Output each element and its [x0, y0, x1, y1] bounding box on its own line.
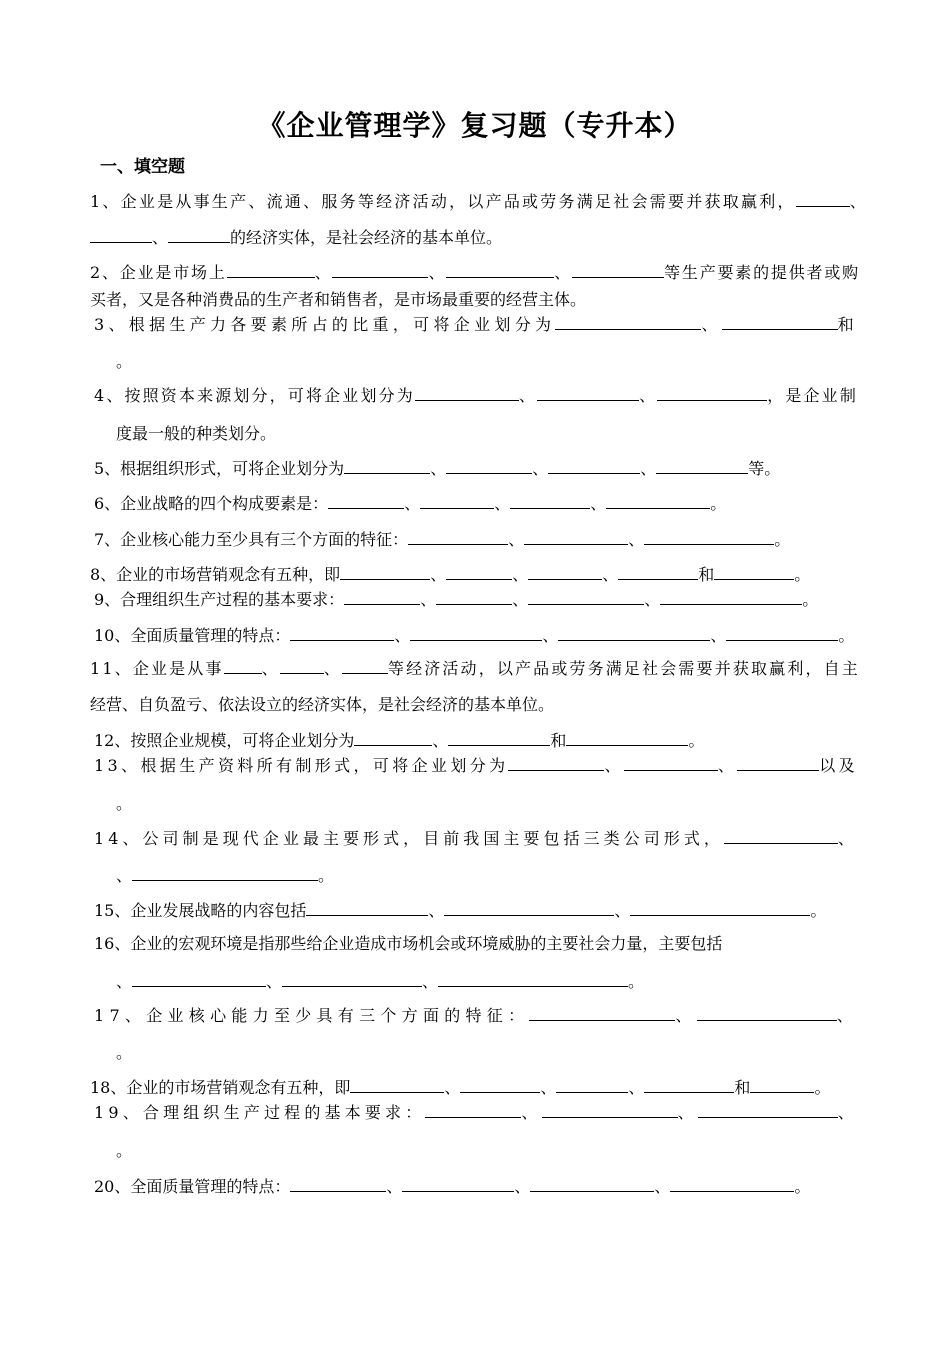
question-text: 16、企业的宏观环境是指那些给企业造成市场机会或环境威胁的主要社会力量，主要包括	[94, 934, 723, 953]
answer-blank[interactable]	[446, 459, 532, 474]
question-line	[90, 565, 810, 585]
question-line	[116, 1141, 132, 1161]
answer-blank[interactable]	[402, 1177, 514, 1192]
question-text: 8、企业的市场营销观念有五种，即	[90, 565, 341, 584]
question-text: 以及	[819, 756, 858, 775]
question-text: 、	[508, 530, 525, 549]
question-text: 18、企业的市场营销观念有五种，即	[90, 1078, 351, 1097]
question-line	[94, 626, 854, 646]
answer-blank[interactable]	[227, 263, 315, 278]
question-text: 、	[614, 901, 631, 920]
answer-blank[interactable]	[726, 626, 838, 641]
question-text: 、	[314, 263, 333, 282]
answer-blank[interactable]	[750, 1078, 814, 1093]
question-text: 、	[701, 315, 722, 334]
answer-blank[interactable]	[354, 731, 432, 746]
question-text: 、	[532, 459, 549, 478]
question-line	[94, 530, 790, 550]
answer-blank[interactable]	[657, 386, 767, 401]
question-text: 、	[428, 263, 447, 282]
question-text: 、	[836, 1006, 858, 1025]
question-text: 、	[604, 756, 624, 775]
answer-blank[interactable]	[529, 1006, 675, 1021]
question-text: 20、全面质量管理的特点：	[94, 1177, 291, 1196]
answer-blank[interactable]	[556, 1078, 628, 1093]
question-text: 、	[644, 590, 661, 609]
question-text: 等经济活动，以产品或劳务满足社会需要并获取赢利，自主	[387, 659, 860, 678]
answer-blank[interactable]	[444, 901, 614, 916]
question-line	[116, 972, 644, 992]
question-text: 和	[698, 565, 715, 584]
question-text: ，是企业制	[767, 386, 858, 405]
answer-blank[interactable]	[618, 565, 698, 580]
answer-blank[interactable]	[606, 494, 710, 509]
question-line	[94, 494, 726, 514]
question-text: 9、合理组织生产过程的基本要求：	[94, 590, 345, 609]
answer-blank[interactable]	[425, 1103, 521, 1118]
answer-blank[interactable]	[350, 1078, 444, 1093]
question-text: 、	[628, 530, 645, 549]
question-line	[90, 659, 860, 679]
question-text: 1、企业是从事生产、流通、服务等经济活动，以产品或劳务满足社会需要并获取赢利，	[90, 192, 796, 211]
question-line	[90, 1078, 830, 1098]
question-text: 、	[512, 590, 529, 609]
question-text: 、	[394, 626, 411, 645]
question-text: 、	[639, 386, 658, 405]
answer-blank[interactable]	[558, 626, 710, 641]
question-text: 、	[428, 901, 445, 920]
answer-blank[interactable]	[660, 590, 802, 605]
answer-blank[interactable]	[415, 386, 519, 401]
question-text: 、	[849, 192, 868, 211]
answer-blank[interactable]	[168, 228, 230, 243]
question-text: 、	[542, 626, 559, 645]
answer-blank[interactable]	[306, 901, 428, 916]
question-text: 、	[430, 565, 447, 584]
question-text: 、	[323, 659, 342, 678]
question-text: 、	[837, 1103, 858, 1122]
answer-blank[interactable]	[698, 1103, 838, 1118]
question-text: 、	[640, 459, 657, 478]
answer-blank[interactable]	[328, 494, 404, 509]
question-text: 。	[710, 494, 727, 513]
question-text: 10、全面质量管理的特点：	[94, 626, 291, 645]
question-text: 。	[628, 972, 645, 991]
question-text: 等。	[748, 459, 781, 478]
question-line	[94, 1006, 858, 1026]
question-text: 、	[266, 972, 283, 991]
question-text: 。	[116, 794, 133, 813]
question-text: 。	[814, 1078, 831, 1097]
answer-blank[interactable]	[332, 263, 428, 278]
question-text: 、	[116, 972, 133, 991]
question-text: 。	[318, 866, 335, 885]
question-text: 和	[734, 1078, 751, 1097]
question-line	[116, 794, 132, 814]
answer-blank[interactable]	[796, 192, 850, 207]
question-text: 、	[628, 1078, 645, 1097]
question-text: 、	[116, 866, 133, 885]
question-text: 。	[794, 1177, 811, 1196]
question-text: 13、根据生产资料所有制形式，可将企业划分为	[94, 756, 509, 775]
question-text: 7、企业核心能力至少具有三个方面的特征：	[94, 530, 409, 549]
answer-blank[interactable]	[714, 565, 794, 580]
question-text: 、	[512, 565, 529, 584]
answer-blank[interactable]	[290, 626, 394, 641]
question-text: 。	[802, 590, 819, 609]
answer-blank[interactable]	[524, 530, 628, 545]
question-text: 17、企业核心能力至少具有三个方面的特征：	[94, 1006, 530, 1025]
question-text: 。	[116, 1043, 133, 1062]
answer-blank[interactable]	[724, 829, 838, 844]
question-line	[90, 263, 860, 283]
question-text: 买者，又是各种消费品的生产者和销售者，是市场最重要的经营主体。	[90, 290, 587, 309]
answer-blank[interactable]	[548, 459, 640, 474]
answer-blank[interactable]	[572, 263, 664, 278]
question-text: 、	[386, 1177, 403, 1196]
question-text: 和	[550, 731, 567, 750]
question-text: 。	[794, 565, 811, 584]
question-line	[94, 590, 818, 610]
answer-blank[interactable]	[438, 972, 628, 987]
question-text: 、	[521, 1103, 542, 1122]
question-text: 。	[116, 1141, 133, 1160]
answer-blank[interactable]	[446, 565, 512, 580]
answer-blank[interactable]	[530, 1177, 654, 1192]
question-line	[94, 756, 858, 776]
answer-blank[interactable]	[722, 315, 838, 330]
question-text: 12、按照企业规模，可将企业划分为	[94, 731, 355, 750]
answer-blank[interactable]	[132, 866, 318, 881]
question-text: 、	[444, 1078, 461, 1097]
answer-blank[interactable]	[340, 565, 430, 580]
question-text: 、	[717, 756, 738, 775]
answer-blank[interactable]	[656, 459, 748, 474]
question-text: 、	[710, 626, 727, 645]
question-text: 的经济实体，是社会经济的基本单位。	[230, 228, 503, 247]
question-text: 、	[430, 459, 447, 478]
answer-blank[interactable]	[737, 756, 819, 771]
question-line	[94, 829, 858, 849]
question-text: 、	[152, 228, 169, 247]
question-text: 6、企业战略的四个构成要素是：	[94, 494, 329, 513]
answer-blank[interactable]	[342, 659, 388, 674]
answer-blank[interactable]	[410, 626, 542, 641]
answer-blank[interactable]	[446, 263, 554, 278]
question-line	[94, 901, 826, 921]
answer-blank[interactable]	[280, 659, 324, 674]
question-text: 、	[420, 590, 437, 609]
question-text: 和	[837, 315, 858, 334]
answer-blank[interactable]	[644, 1078, 734, 1093]
question-text: 、	[518, 386, 538, 405]
answer-blank[interactable]	[670, 1177, 794, 1192]
question-line	[90, 290, 586, 310]
question-text: 。	[774, 530, 791, 549]
question-text: 、	[602, 565, 619, 584]
question-text: 。	[688, 731, 705, 750]
question-text: 、	[654, 1177, 671, 1196]
answer-blank[interactable]	[644, 530, 774, 545]
question-text: 3、根据生产力各要素所占的比重，可将企业划分为	[94, 315, 556, 334]
answer-blank[interactable]	[448, 731, 550, 746]
answer-blank[interactable]	[344, 590, 420, 605]
question-line	[94, 459, 780, 479]
question-line	[116, 866, 334, 886]
question-text: 、	[677, 1103, 698, 1122]
question-text: 。	[838, 626, 855, 645]
answer-blank[interactable]	[420, 494, 494, 509]
question-text: 19、合理组织生产过程的基本要求：	[94, 1103, 426, 1122]
answer-blank[interactable]	[408, 530, 508, 545]
question-text: 14、公司制是现代企业最主要形式，目前我国主要包括三类公司形式，	[94, 829, 724, 848]
question-line	[90, 192, 868, 212]
answer-blank[interactable]	[624, 756, 718, 771]
answer-blank[interactable]	[508, 756, 604, 771]
question-line	[116, 352, 132, 372]
question-line	[94, 934, 722, 954]
question-text: 、	[422, 972, 439, 991]
question-text: 5、根据组织形式，可将企业划分为	[94, 459, 345, 478]
question-line	[116, 1043, 132, 1063]
question-line	[90, 695, 554, 715]
question-text: 。	[810, 901, 827, 920]
answer-blank[interactable]	[132, 972, 266, 987]
answer-blank[interactable]	[224, 659, 262, 674]
answer-blank[interactable]	[282, 972, 422, 987]
question-line	[90, 228, 502, 248]
answer-blank[interactable]	[630, 901, 810, 916]
question-text: 、	[540, 1078, 557, 1097]
question-line	[116, 424, 276, 444]
answer-blank[interactable]	[436, 590, 512, 605]
question-line	[94, 315, 858, 335]
answer-blank[interactable]	[537, 386, 639, 401]
question-text: 等生产要素的提供者或购	[664, 263, 860, 282]
question-line	[94, 1103, 858, 1123]
question-text: 、	[432, 731, 449, 750]
answer-blank[interactable]	[566, 731, 688, 746]
question-text: 、	[514, 1177, 531, 1196]
question-text: 15、企业发展战略的内容包括	[94, 901, 307, 920]
section-heading: 一、填空题	[100, 157, 185, 177]
question-text: 、	[554, 263, 573, 282]
question-text: 、	[590, 494, 607, 513]
answer-blank[interactable]	[460, 1078, 540, 1093]
question-text: 11、企业是从事	[90, 659, 224, 678]
question-text: 。	[116, 352, 133, 371]
question-text: 、	[404, 494, 421, 513]
question-text: 度最一般的种类划分。	[116, 424, 277, 443]
answer-blank[interactable]	[697, 1006, 837, 1021]
question-line	[94, 731, 704, 751]
question-text: 经营、自负盈亏、依法设立的经济实体，是社会经济的基本单位。	[90, 695, 555, 714]
answer-blank[interactable]	[542, 1103, 678, 1118]
answer-blank[interactable]	[290, 1177, 386, 1192]
question-text: 2、企业是市场上	[90, 263, 227, 282]
answer-blank[interactable]	[344, 459, 430, 474]
answer-blank[interactable]	[528, 565, 602, 580]
question-text: 、	[494, 494, 511, 513]
question-text: 4、按照资本来源划分，可将企业划分为	[94, 386, 415, 405]
answer-blank[interactable]	[510, 494, 590, 509]
question-line	[94, 386, 858, 406]
document-title: 《企业管理学》复习题（专升本）	[257, 109, 693, 142]
question-text: 、	[675, 1006, 697, 1025]
answer-blank[interactable]	[528, 590, 644, 605]
question-line	[94, 1177, 810, 1197]
answer-blank[interactable]	[555, 315, 701, 330]
question-text: 、	[261, 659, 280, 678]
answer-blank[interactable]	[90, 228, 152, 243]
question-text: 、	[837, 829, 858, 848]
